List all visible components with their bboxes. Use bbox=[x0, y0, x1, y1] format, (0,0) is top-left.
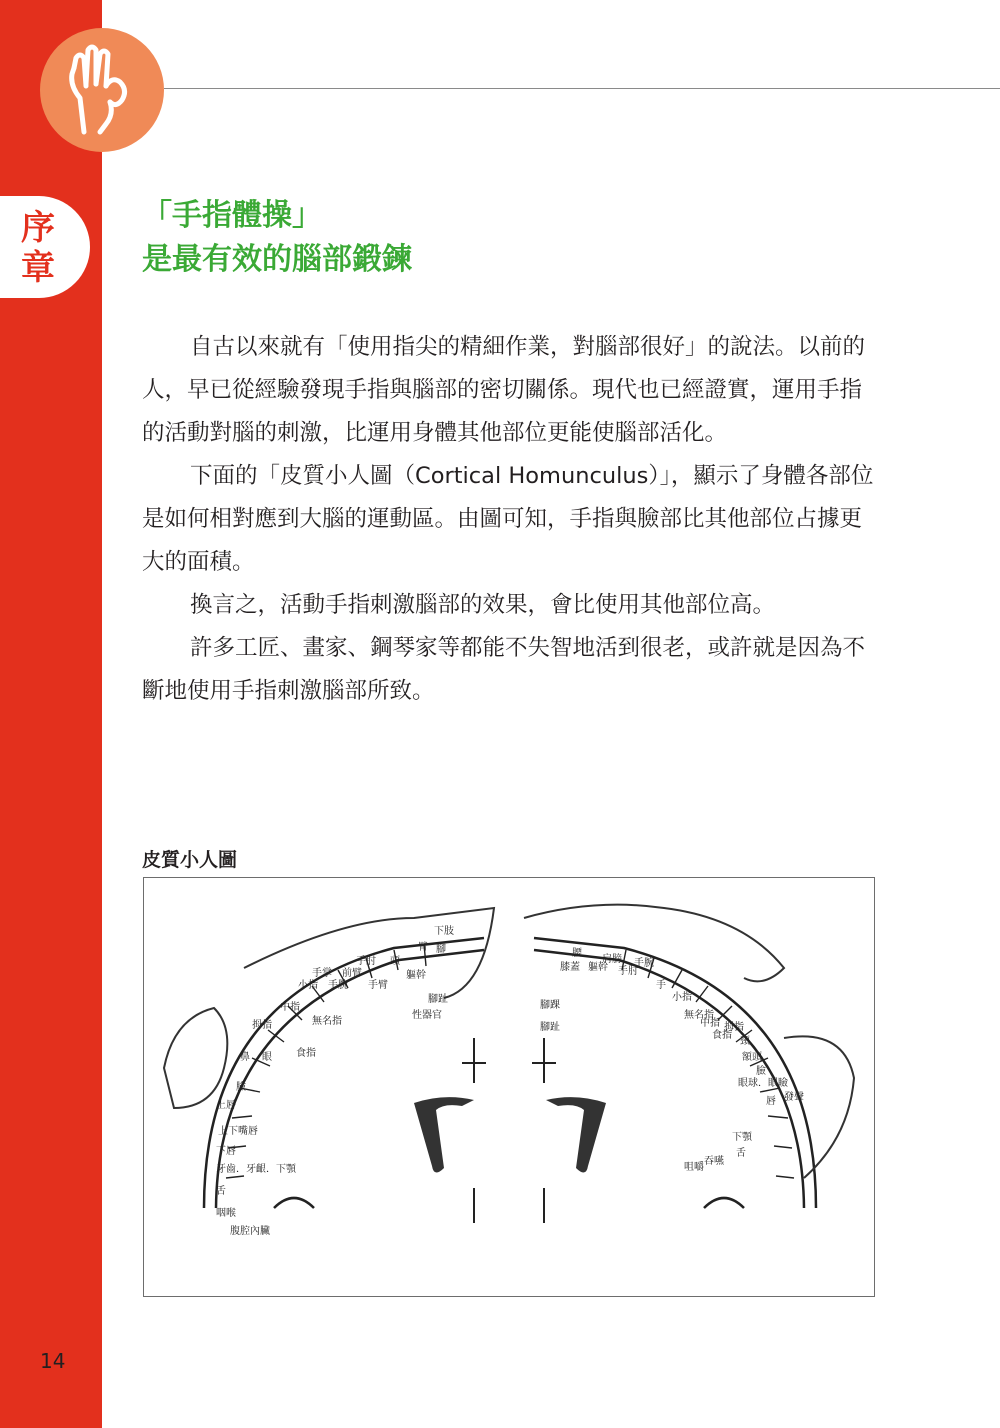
figure-label: 發聲 bbox=[784, 1092, 804, 1103]
figure-label: 手臂 bbox=[368, 980, 388, 991]
figure-label: 拇指 bbox=[252, 1020, 272, 1031]
figure-label: 無名指 bbox=[684, 1010, 714, 1021]
figure-label: 手肘 bbox=[356, 956, 376, 967]
ok-hand-icon bbox=[40, 28, 164, 152]
title-line-2: 是最有效的腦部鍛鍊 bbox=[142, 242, 412, 277]
figure-label: 下肢 bbox=[434, 926, 454, 937]
figure-label: 額頭 bbox=[742, 1052, 762, 1063]
figure-label: 中指 bbox=[700, 1018, 720, 1029]
figure-label: 軀幹 bbox=[588, 962, 608, 973]
figure-label: 牙齒．牙齦．下顎 bbox=[216, 1164, 296, 1175]
figure-label: 手 bbox=[656, 980, 666, 991]
section-title bbox=[142, 194, 412, 282]
figure-label: 咽喉 bbox=[216, 1208, 236, 1219]
figure-label: 食指 bbox=[296, 1048, 316, 1059]
figure-label: 眼球．眼瞼 bbox=[738, 1078, 788, 1089]
figure-label: 肩膀 bbox=[602, 954, 622, 965]
figure-label: 無名指 bbox=[312, 1016, 342, 1027]
figure-label: 腳 bbox=[436, 944, 446, 955]
figure-label: 拇指 bbox=[724, 1022, 744, 1033]
figure-label: 唇 bbox=[766, 1096, 776, 1107]
homunculus-illustration bbox=[144, 878, 876, 1298]
paragraph: 許多工匠、畫家、鋼琴家等都能不失智地活到很老，或許就是因為不斷地使用手指刺激腦部所致。 bbox=[142, 635, 866, 704]
figure-label: 手肘 bbox=[618, 966, 638, 977]
figure-label: 眼 bbox=[262, 1052, 272, 1063]
chapter-char-2: 章 bbox=[21, 248, 55, 288]
page-number: 14 bbox=[40, 1349, 66, 1373]
figure-label: 腳趾 bbox=[428, 994, 448, 1005]
figure-label: 吞嚥 bbox=[704, 1156, 724, 1167]
figure-label: 軀幹 bbox=[406, 970, 426, 981]
figure-label: 頸 bbox=[740, 1036, 750, 1047]
chapter-label bbox=[14, 208, 62, 288]
figure-label: 臂 bbox=[418, 942, 428, 953]
figure-label: 性器官 bbox=[412, 1010, 442, 1021]
figure-caption: 皮質小人圖 bbox=[142, 849, 238, 871]
paragraph: 自古以來就有「使用指尖的精細作業，對腦部很好」的說法。以前的人，早已從經驗發現手指與腦部的密切關係。現代也已經證實，運用手指的活動對腦的刺激，比運用身體其他部位更能使腦部活化。 bbox=[142, 334, 866, 446]
figure-label: 舌 bbox=[736, 1148, 746, 1159]
homunculus-figure bbox=[143, 877, 875, 1297]
figure-label: 小指 bbox=[672, 992, 692, 1003]
figure-label: 膝蓋 bbox=[560, 962, 580, 973]
figure-label: 腳趾 bbox=[540, 1022, 560, 1033]
figure-label: 頭 bbox=[390, 956, 400, 967]
paragraph: 換言之，活動手指刺激腦部的效果，會比使用其他部位高。 bbox=[190, 592, 776, 618]
figure-label: 咀嚼 bbox=[684, 1162, 704, 1173]
figure-label: 下唇 bbox=[216, 1146, 236, 1157]
header-rule bbox=[164, 88, 1000, 89]
figure-label: 中指 bbox=[280, 1002, 300, 1013]
figure-label: 上下嘴唇 bbox=[218, 1126, 258, 1137]
figure-label: 鼻 bbox=[240, 1052, 250, 1063]
figure-label: 臉 bbox=[236, 1082, 246, 1093]
figure-label: 手腕 bbox=[328, 980, 348, 991]
figure-label: 腰 bbox=[572, 948, 582, 959]
figure-label: 臉 bbox=[756, 1066, 766, 1077]
figure-label: 腹腔內臟 bbox=[230, 1226, 270, 1237]
figure-label: 舌 bbox=[216, 1186, 226, 1197]
figure-label: 下顎 bbox=[732, 1132, 752, 1143]
figure-label: 小指 bbox=[298, 980, 318, 991]
body-text bbox=[142, 326, 882, 713]
figure-label: 腳踝 bbox=[540, 1000, 560, 1011]
figure-label: 手腕 bbox=[634, 958, 654, 969]
figure-label: 前臂 bbox=[342, 968, 362, 979]
chapter-char-1: 序 bbox=[21, 208, 55, 248]
figure-label: 食指 bbox=[712, 1030, 732, 1041]
figure-label: 手掌 bbox=[312, 968, 332, 979]
title-line-1: 「手指體操」 bbox=[142, 198, 322, 233]
paragraph: 下面的「皮質小人圖（Cortical Homunculus）」，顯示了身體各部位是如何相對應到大腦的運動區。由圖可知，手指與臉部比其他部位占據更大的面積。 bbox=[142, 463, 874, 575]
figure-label: 上唇 bbox=[216, 1100, 236, 1111]
